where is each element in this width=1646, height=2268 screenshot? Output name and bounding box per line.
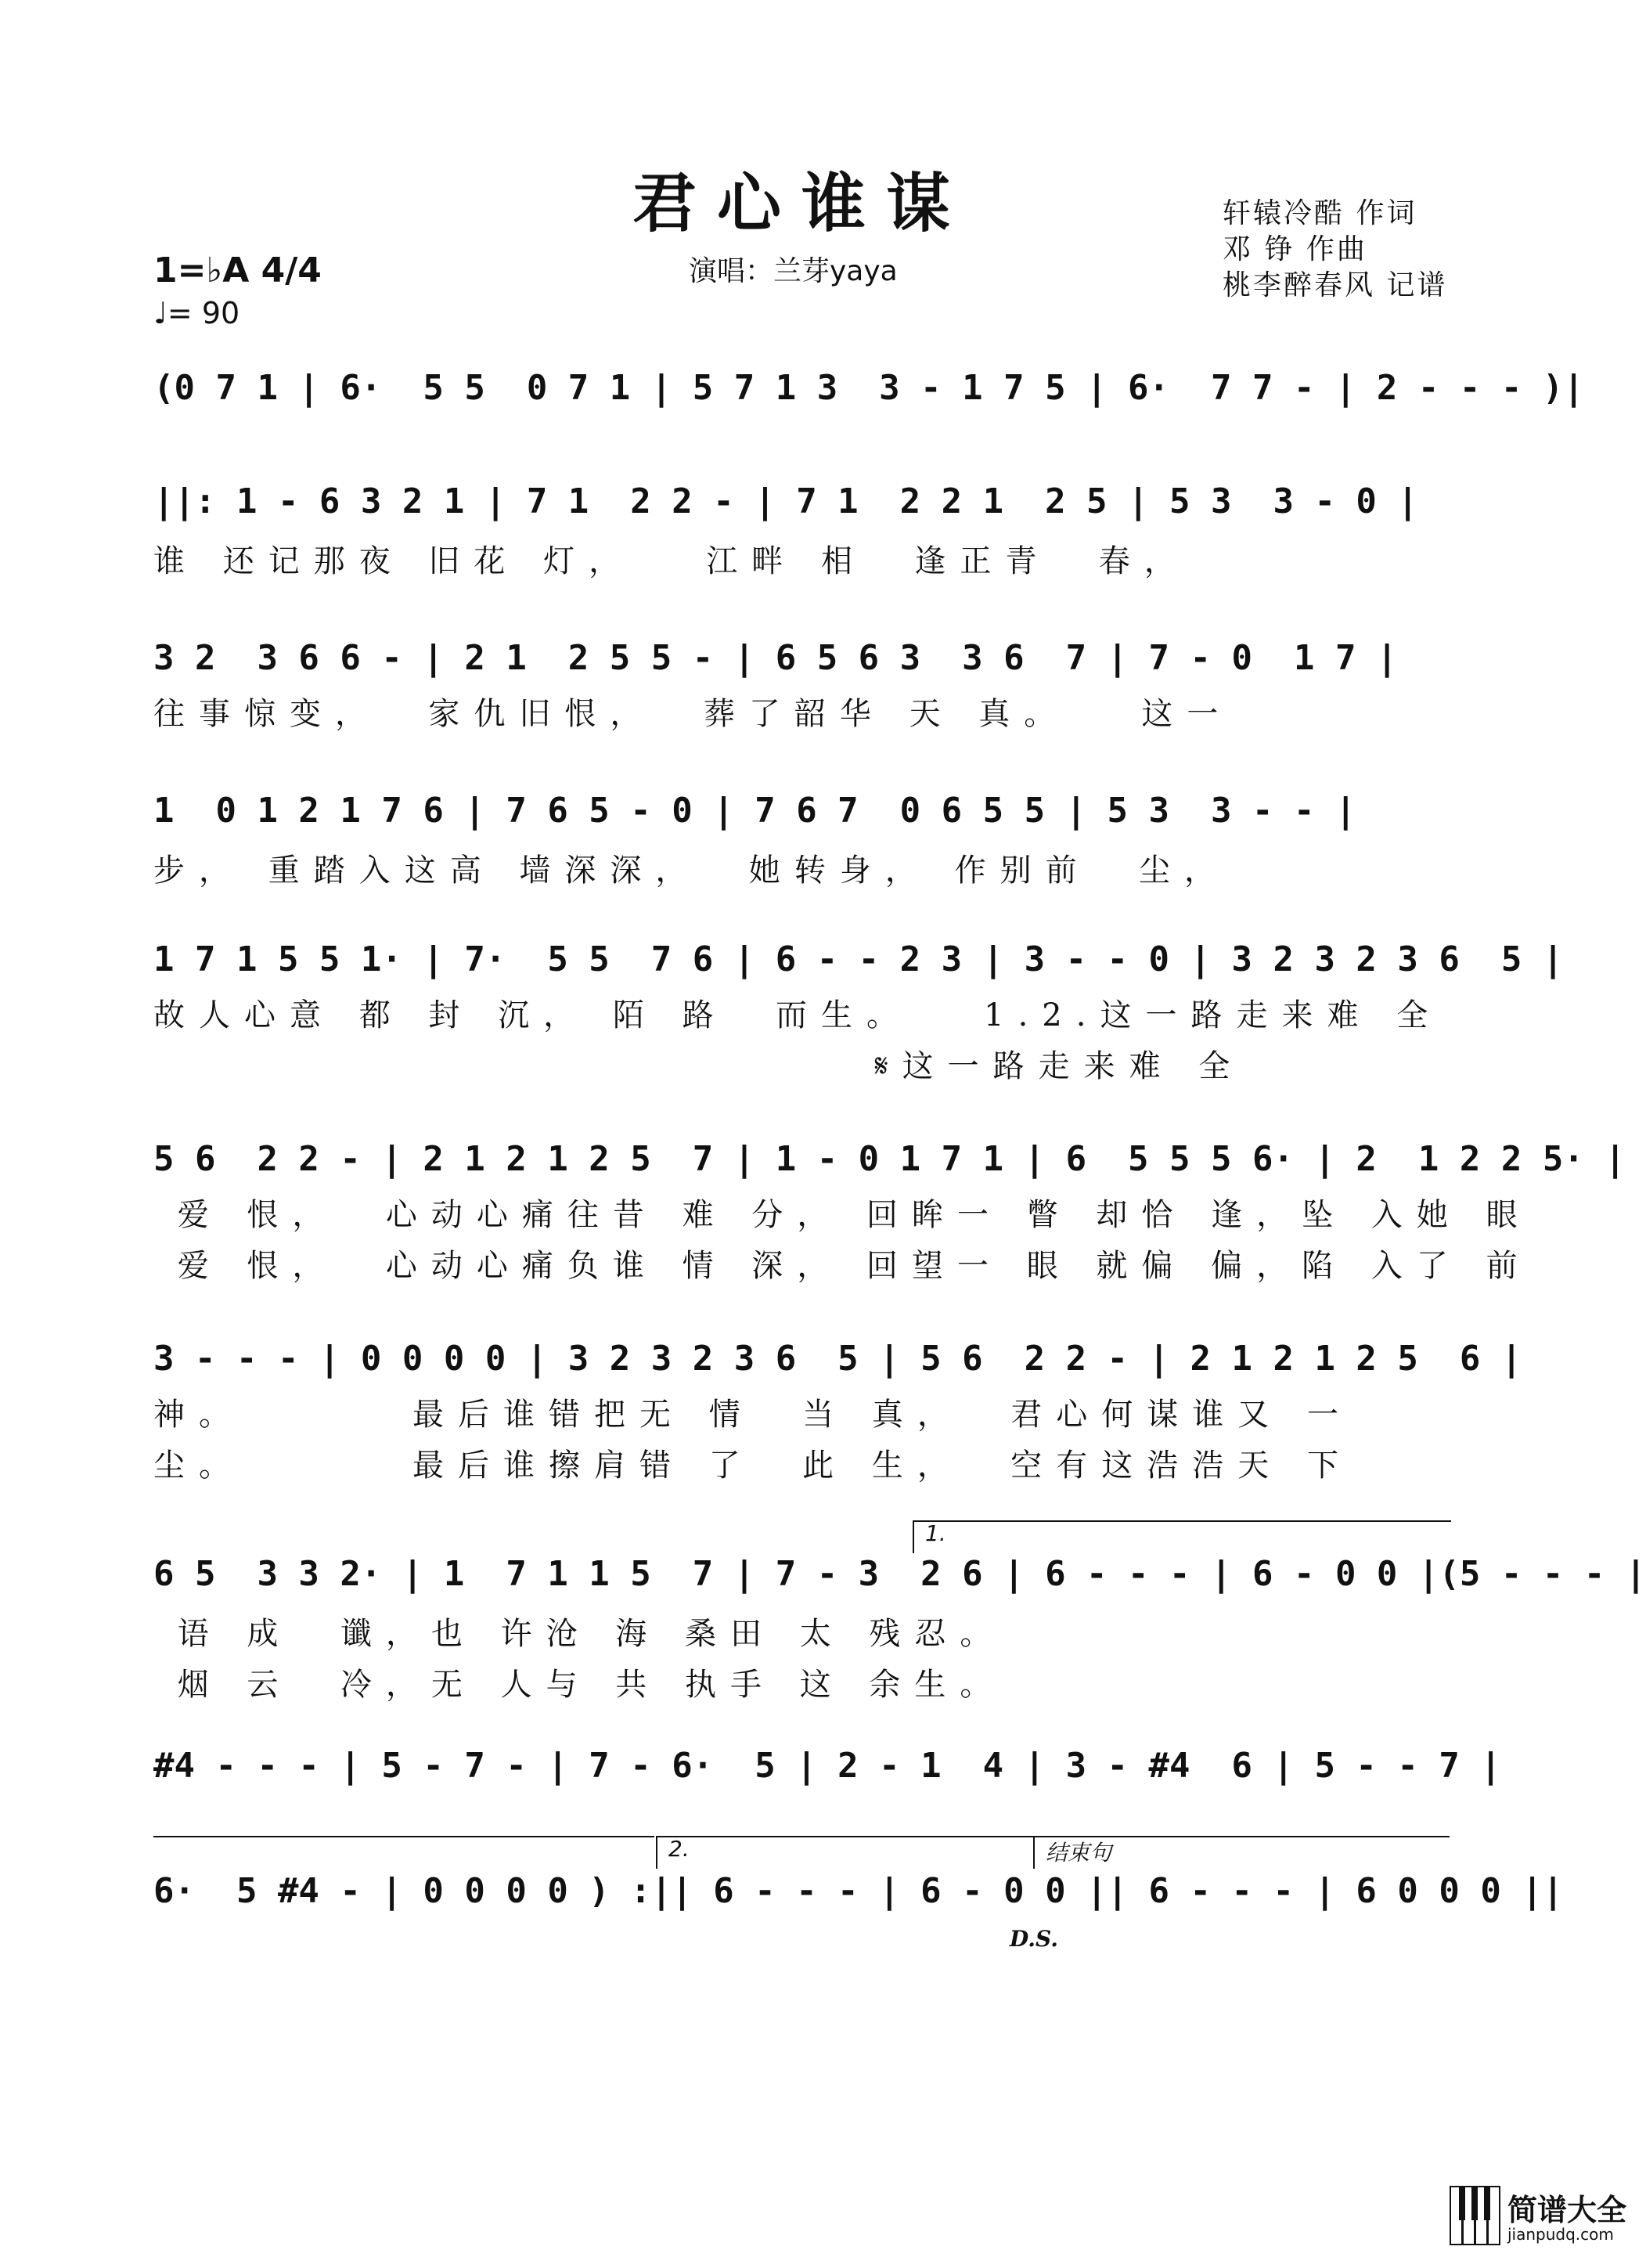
notes-line: 5 6 2 2 - | 2 1 2 1 2 5 7 | 1 - 0 1 7 1 | 6 5 5 5 6· | 2 1 2 2 5· | <box>153 1139 1626 1179</box>
notes-line: #4 - - - | 5 - 7 - | 7 - 6· 5 | 2 - 1 4 | 3 - #4 6 | 5 - - 7 | <box>153 1746 1501 1786</box>
composer-credit: 邓 铮 作曲 <box>1223 233 1367 265</box>
volta-1-label: 1. <box>925 1520 946 1546</box>
key-signature: 1=♭A 4/4 <box>153 251 322 290</box>
volta-2-label: 2. <box>668 1836 690 1862</box>
lyric-line: 步， 重踏入这高 墙深深， 她转身， 作别前 尘， <box>153 853 1230 889</box>
notes-line: 1 7 1 5 5 1· | 7· 5 5 7 6 | 6 - - 2 3 | 3 - - 0 | 3 2 3 2 3 6 5 | <box>153 939 1564 979</box>
site-watermark <box>1450 2186 1627 2248</box>
score-line-8 <box>153 1746 1501 1801</box>
score-line-1 <box>153 481 1450 536</box>
lyric-line-segno: 𝄋这一路走来难 全 <box>153 1048 1244 1084</box>
tempo-mark: ♩= 90 <box>153 296 240 330</box>
notes-line: (0 7 1 | 6· 5 5 0 7 1 | 5 7 1 3 3 - 1 7 5 | 6· 7 7 - | 2 - - - )| <box>153 368 1584 408</box>
lyric-line: 烟 云 冷，无 人与 共 执手 这 余生。 <box>153 1667 1006 1703</box>
transcriber-credit: 桃李醉春风 记谱 <box>1223 269 1448 301</box>
lyric-line: 爱 恨， 心动心痛负谁 情 深， 回望一 眼 就偏 偏，陷 入了 前 <box>153 1248 1532 1284</box>
notes-line: 6 5 3 3 2· | 1 7 1 1 5 7 | 7 - 3 2 6 | 6 - - - | 6 - 0 0 |(5 - - - | <box>153 1554 1646 1594</box>
lyric-line: 神。 最后谁错把无 情 当 真， 君心何谋谁又 一 <box>153 1397 1353 1433</box>
notes-line: 1 0 1 2 1 7 6 | 7 6 5 - 0 | 7 6 7 0 6 5 5 | 5 3 3 - - | <box>153 791 1356 831</box>
watermark-url: jianpudq.com <box>1507 2225 1614 2244</box>
notes-line: 3 2 3 6 6 - | 2 1 2 5 5 - | 6 5 6 3 3 6 7 | 7 - 0 1 7 | <box>153 638 1398 678</box>
score-line-4 <box>153 939 1564 994</box>
notes-line: 3 - - - | 0 0 0 0 | 3 2 3 2 3 6 5 | 5 6 2 2 - | 2 1 2 1 2 5 6 | <box>153 1339 1522 1379</box>
volta-2-bracket <box>656 1836 1033 1869</box>
ending-bracket <box>1033 1836 1450 1869</box>
ending-label: 结束句 <box>1046 1840 1112 1866</box>
lyric-line: 语 成 谶，也 许沧 海 桑田 太 残忍。 <box>153 1616 1006 1652</box>
ds-mark: D.S. <box>1010 1926 1059 1952</box>
piano-black-key-icon <box>1484 2186 1490 2220</box>
score-line-3 <box>153 791 1450 846</box>
piano-black-key-icon <box>1459 2186 1465 2220</box>
score-line-9 <box>153 1871 1564 1926</box>
lyric-line: 往事惊变， 家仇旧恨， 葬了韶华 天 真。 这一 <box>153 696 1233 732</box>
piano-black-key-icon <box>1471 2186 1478 2220</box>
credits-block <box>1223 196 1447 304</box>
score-line-5 <box>153 1139 1626 1194</box>
lyric-line: 故人心意 都 封 沉， 陌 路 而生。 1.2.这一路走来难 全 <box>153 997 1443 1033</box>
repeat-span-bracket <box>153 1836 654 1869</box>
lyric-line: 谁 还记那夜 旧花 灯， 江畔 相 逢正青 春， <box>153 543 1190 579</box>
volta-1-bracket <box>913 1520 1451 1553</box>
lyricist-credit: 轩辕冷酷 作词 <box>1223 197 1417 229</box>
score-line-6 <box>153 1339 1522 1394</box>
score-line-7 <box>153 1554 1646 1609</box>
singer-credit: 演唱：兰芽yaya <box>689 255 898 287</box>
lyric-line: 尘。 最后谁擦肩错 了 此 生， 空有这浩浩天 下 <box>153 1448 1353 1484</box>
score-line-2 <box>153 638 1450 693</box>
watermark-name: 简谱大全 <box>1507 2193 1627 2227</box>
score-line-intro <box>153 368 1584 423</box>
notes-line: ||: 1 - 6 3 2 1 | 7 1 2 2 - | 7 1 2 2 1 2 5 | 5 3 3 - 0 | <box>153 481 1418 521</box>
song-title: 君心谁谋 <box>632 166 971 241</box>
lyric-line: 爱 恨， 心动心痛往昔 难 分， 回眸一 瞥 却恰 逢，坠 入她 眼 <box>153 1197 1532 1233</box>
notes-line: 6· 5 #4 - | 0 0 0 0 ) :|| 6 - - - | 6 - 0 0 || 6 - - - | 6 0 0 0 || <box>153 1871 1564 1911</box>
